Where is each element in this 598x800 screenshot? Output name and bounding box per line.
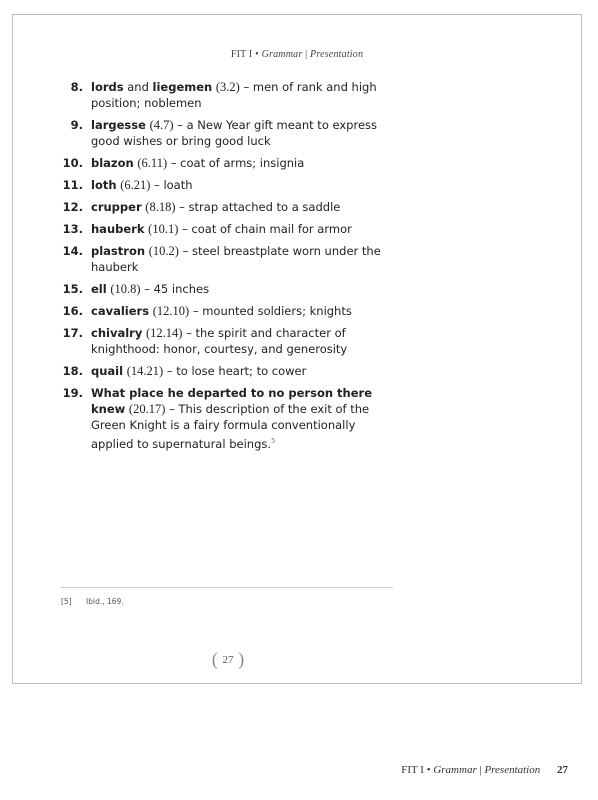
entry-number: 10. [62,156,83,170]
entry-term-2: liegemen [152,80,213,94]
entry-reference: (10.1) [148,222,179,236]
entry-reference: (10.8) [110,282,141,296]
entry-term: ell [91,282,107,296]
entry-definition: – mounted soldiers; knights [192,304,352,318]
footer-page-number: 27 [557,764,568,776]
entry-body [91,363,391,379]
entry-reference: (8.18) [145,200,176,214]
entry-term: crupper [91,200,142,214]
entry-number: 16. [62,304,83,318]
entry-definition: – a New Year gift meant to express good wishes or bring good luck [91,118,378,148]
entry-number: 14. [62,244,83,258]
glossary-entry [61,243,391,275]
glossary-entry [61,117,391,149]
entry-body [91,325,391,357]
entry-definition: – to lose heart; to cower [166,364,307,378]
entry-term: loth [91,178,117,192]
entry-body [91,117,391,149]
running-head-subsection: Presentation [310,49,364,60]
footer-separator: | [479,764,482,776]
running-head-fit: FIT I [230,49,253,60]
glossary-entry [61,177,391,193]
entry-number: 8. [70,80,83,94]
entry-definition: – steel breastplate worn under the hauberk [91,244,381,274]
entry-body [91,155,391,171]
glossary-entry [61,199,391,215]
entry-term: lords [91,80,124,94]
running-head-separator: | [305,49,308,60]
entry-number: 9. [70,118,83,132]
entry-definition: – coat of chain mail for armor [182,222,352,236]
entry-definition: – 45 inches [144,282,210,296]
glossary-entry [61,155,391,171]
glossary-entry [61,79,391,111]
entry-number: 13. [62,222,83,236]
glossary-list [61,79,391,458]
entry-body [91,243,391,275]
footer-subsection: Presentation [484,764,541,776]
entry-term: hauberk [91,222,145,236]
entry-body [91,199,391,215]
entry-body [91,79,391,111]
footnote-reference[interactable]: 5 [271,437,276,445]
entry-number: 15. [62,282,83,296]
footer-bullet: • [426,764,431,776]
entry-definition: – the spirit and character of knighthood: honor, courtesy, and generosity [91,326,348,356]
outer-footer [401,764,568,776]
entry-term: quail [91,364,124,378]
entry-body [91,221,391,237]
entry-definition: – men of rank and high position; noblemen [91,80,377,110]
entry-definition: – This description of the exit of the Green Knight is a fairy formula conventionally applied to supernatural beings. [91,402,370,451]
entry-definition: – coat of arms; insignia [170,156,305,170]
glossary-entry [61,281,391,297]
entry-reference: (3.2) [215,80,240,94]
footnote [61,597,124,606]
entry-term: What place he departed to no person there knew [91,386,372,416]
running-head [13,49,581,60]
entry-term: plastron [91,244,146,258]
footnote-divider [61,587,393,588]
entry-body [91,385,391,452]
entry-reference: (12.10) [152,304,190,318]
entry-definition: – strap attached to a saddle [179,200,341,214]
entry-reference: (6.11) [137,156,168,170]
footnote-text: Ibid., 169. [86,597,124,606]
entry-conjunction: and [127,80,149,94]
entry-reference: (14.21) [126,364,164,378]
glossary-entry [61,325,391,357]
entry-reference: (12.14) [145,326,183,340]
glossary-entry [61,221,391,237]
entry-definition: – loath [154,178,193,192]
entry-term: largesse [91,118,146,132]
entry-reference: (20.17) [128,402,166,416]
entry-number: 17. [62,326,83,340]
entry-body [91,177,391,193]
entry-reference: (4.7) [149,118,174,132]
entry-term: blazon [91,156,134,170]
entry-reference: (6.21) [120,178,151,192]
entry-number: 18. [62,364,83,378]
glossary-entry [61,363,391,379]
left-flourish-icon: ( [211,649,218,669]
footer-section: Grammar [433,764,477,776]
entry-term: cavaliers [91,304,150,318]
footnote-mark: [5] [61,597,72,606]
running-head-bullet: • [255,49,259,60]
entry-number: 19. [62,386,83,400]
scanned-page [12,14,582,684]
footer-fit: FIT I [401,764,424,776]
entry-body [91,303,391,319]
glossary-entry [61,303,391,319]
glossary-entry [61,385,391,452]
right-flourish-icon: ) [238,649,245,669]
entry-reference: (10.2) [148,244,179,258]
inner-page-number [203,649,253,670]
entry-term: chivalry [91,326,143,340]
entry-body [91,281,391,297]
inner-page-number-text: 27 [222,653,234,666]
entry-number: 12. [62,200,83,214]
entry-number: 11. [62,178,83,192]
running-head-section: Grammar [261,49,303,60]
